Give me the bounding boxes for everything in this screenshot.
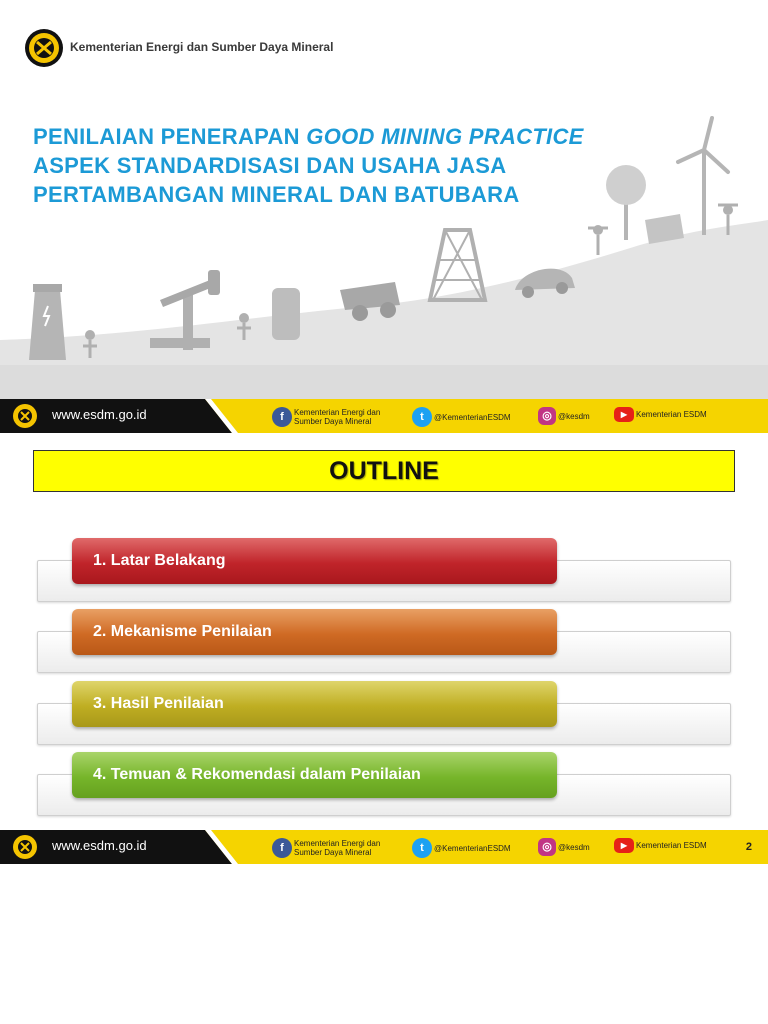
esdm-footer-logo-icon: [12, 834, 38, 860]
slide2-footer-bar: [0, 830, 768, 864]
esdm-footer-logo-icon: [12, 403, 38, 429]
title-line-1: PENILAIAN PENERAPAN GOOD MINING PRACTICE: [33, 124, 584, 149]
facebook-icon: f: [272, 407, 292, 427]
youtube-icon: ▶: [614, 838, 634, 853]
outline-item-3[interactable]: 3. Hasil Penilaian: [72, 681, 557, 727]
instagram-link[interactable]: ◎ @kesdm: [538, 407, 590, 425]
outline-item-4[interactable]: 4. Temuan & Rekomendasi dalam Penilaian: [72, 752, 557, 798]
instagram-icon: ◎: [538, 838, 556, 856]
instagram-link[interactable]: ◎ @kesdm: [538, 838, 590, 856]
title-italic-phrase: GOOD MINING PRACTICE: [306, 124, 584, 149]
outline-item-2[interactable]: 2. Mekanisme Penilaian: [72, 609, 557, 655]
facebook-link[interactable]: f Kementerian Energi dan Sumber Daya Mineral: [272, 838, 380, 858]
outline-heading-box: [33, 450, 735, 492]
facebook-icon: f: [272, 838, 292, 858]
instagram-icon: ◎: [538, 407, 556, 425]
slide1-footer-bar: [0, 399, 768, 433]
title-line-2: ASPEK STANDARDISASI DAN USAHA JASA: [33, 153, 507, 178]
website-link[interactable]: www.esdm.go.id: [52, 838, 147, 853]
twitter-icon: t: [412, 407, 432, 427]
outline-heading: OUTLINE: [329, 456, 439, 485]
esdm-logo-icon: [24, 28, 64, 68]
youtube-link[interactable]: ▶ Kementerian ESDM: [614, 407, 707, 422]
website-link[interactable]: www.esdm.go.id: [52, 407, 147, 422]
outline-item-1[interactable]: 1. Latar Belakang: [72, 538, 557, 584]
page-number: 2: [745, 841, 752, 853]
ministry-name: Kementerian Energi dan Sumber Daya Mineral: [70, 40, 334, 54]
facebook-link[interactable]: f Kementerian Energi dan Sumber Daya Mineral: [272, 407, 380, 427]
twitter-link[interactable]: t @KementerianESDM: [412, 838, 511, 858]
title-line-3: PERTAMBANGAN MINERAL DAN BATUBARA: [33, 182, 520, 207]
twitter-icon: t: [412, 838, 432, 858]
title-slide: [0, 0, 768, 433]
youtube-icon: ▶: [614, 407, 634, 422]
youtube-link[interactable]: ▶ Kementerian ESDM: [614, 838, 707, 853]
presentation-title: [33, 122, 584, 209]
twitter-link[interactable]: t @KementerianESDM: [412, 407, 511, 427]
